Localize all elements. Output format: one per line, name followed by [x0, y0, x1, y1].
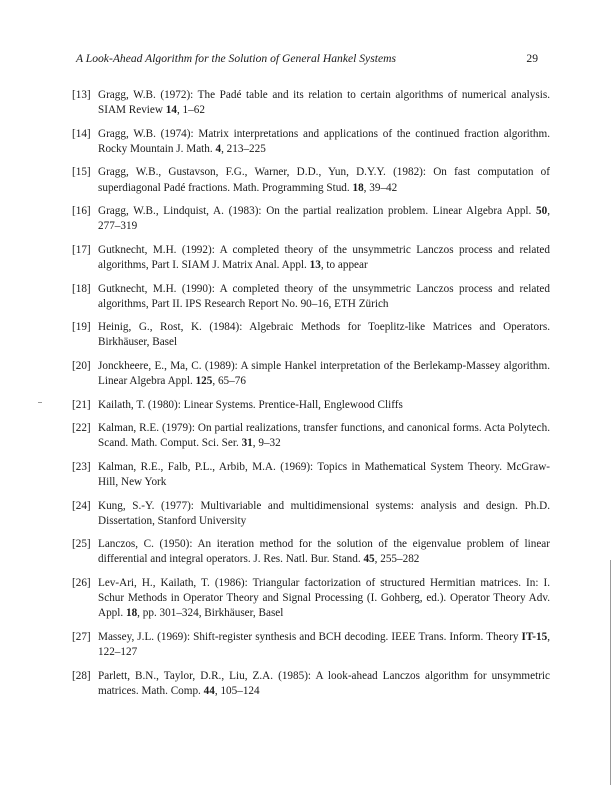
reference-number: [24] — [72, 499, 91, 512]
reference-number: [16] — [72, 205, 91, 218]
reference-pages: , 255–282 — [374, 553, 420, 566]
reference-text: Parlett, B.N., Taylor, D.R., Liu, Z.A. (1985): A look-ahead Lanczos algorithm for unsymmetric matrices. Math. Comp. — [98, 669, 550, 697]
reference-entry — [72, 359, 550, 389]
reference-text: Gutknecht, M.H. (1992): A completed theory of the unsymmetric Lanczos process and related algorithms, Part I. SIAM J. Matrix Anal. Appl. — [98, 243, 550, 272]
reference-list — [72, 88, 550, 707]
page-number: 29 — [526, 52, 538, 65]
reference-number: [17] — [72, 243, 91, 256]
reference-number: [19] — [72, 321, 91, 334]
reference-text: Lev-Ari, H., Kailath, T. (1986): Triangular factorization of structured Hermitian matrices. In: I. Schur Methods in Operator Theory and Signal Processing (I. Gohberg, ed.). Operator Theory Adv. Appl. — [98, 576, 550, 620]
reference-text: Kalman, R.E. (1979): On partial realizations, transfer functions, and canonical forms. Acta Polytech. Scand. Math. Comput. Sci. Ser. — [98, 422, 550, 450]
reference-text: Lanczos, C. (1950): An iteration method for the solution of the eigenvalue problem of linear differential and integral operators. J. Res. Natl. Bur. Stand. — [98, 538, 550, 566]
reference-entry — [72, 127, 550, 157]
reference-entry — [72, 669, 550, 699]
reference-entry — [72, 204, 550, 234]
reference-number: [15] — [72, 166, 91, 179]
reference-text: Gragg, W.B., Gustavson, F.G., Warner, D.D., Yun, D.Y.Y. (1982): On fast computation of superdiagonal Padé fractions. Math. Programming Stud. — [98, 166, 550, 194]
reference-entry — [72, 88, 550, 118]
reference-entry — [72, 576, 550, 622]
reference-text: Gutknecht, M.H. (1990): A completed theory of the unsymmetric Lanczos process and related algorithms, Part II. IPS Research Report No. 90–16, ETH Zürich — [98, 282, 550, 310]
reference-volume: 44 — [203, 684, 215, 697]
reference-volume: 45 — [363, 553, 375, 566]
reference-pages: , 1–62 — [176, 104, 205, 117]
reference-pages: , 9–32 — [252, 437, 281, 450]
reference-text: Heinig, G., Rost, K. (1984): Algebraic Methods for Toeplitz-like Matrices and Operators. Birkhäuser, Basel — [98, 321, 550, 349]
reference-volume: 31 — [241, 437, 253, 450]
reference-text: Kailath, T. (1980): Linear Systems. Prentice-Hall, Englewood Cliffs — [98, 398, 403, 411]
reference-number: [22] — [72, 422, 91, 435]
reference-entry — [72, 460, 550, 490]
reference-volume: 13 — [309, 259, 321, 272]
reference-volume: 125 — [195, 375, 213, 388]
reference-text: Gragg, W.B., Lindquist, A. (1983): On the partial realization problem. Linear Algebra Appl. — [98, 205, 537, 218]
reference-pages: , 105–124 — [214, 684, 260, 697]
reference-pages: , pp. 301–324, Birkhäuser, Basel — [137, 607, 284, 620]
reference-number: [27] — [72, 630, 91, 643]
reference-number: [18] — [72, 282, 91, 295]
reference-entry — [72, 165, 550, 195]
reference-pages: , 122–127 — [98, 630, 550, 659]
reference-volume: 14 — [165, 104, 177, 117]
reference-volume: 18 — [352, 181, 364, 194]
reference-entry — [72, 243, 550, 273]
reference-entry — [72, 398, 550, 413]
scan-speck — [38, 402, 42, 403]
reference-number: [21] — [72, 398, 91, 411]
reference-entry — [72, 320, 550, 350]
reference-text: Massey, J.L. (1969): Shift-register synthesis and BCH decoding. IEEE Trans. Inform. Theory — [98, 630, 522, 643]
reference-text: Kalman, R.E., Falb, P.L., Arbib, M.A. (1969): Topics in Mathematical System Theory. McGraw-Hill, New York — [98, 460, 550, 489]
reference-text: Gragg, W.B. (1972): The Padé table and its relation to certain algorithms of numerical analysis. SIAM Review — [98, 89, 550, 117]
reference-entry — [72, 537, 550, 567]
reference-pages: , 39–42 — [363, 181, 398, 194]
reference-volume: IT-15 — [521, 630, 548, 643]
reference-number: [20] — [72, 359, 91, 372]
reference-text: Jonckheere, E., Ma, C. (1989): A simple Hankel interpretation of the Berlekamp-Massey algorithm. Linear Algebra Appl. — [98, 359, 550, 388]
reference-number: [14] — [72, 127, 91, 140]
reference-text: Kung, S.-Y. (1977): Multivariable and multidimensional systems: analysis and design. Ph.D. Dissertation, Stanford University — [98, 499, 550, 527]
reference-number: [13] — [72, 89, 91, 101]
reference-entry — [72, 630, 550, 660]
reference-pages: , to appear — [320, 259, 368, 272]
reference-pages: , 213–225 — [221, 142, 266, 155]
running-head-title: A Look-Ahead Algorithm for the Solution of General Hankel Systems — [76, 52, 396, 65]
running-head — [62, 52, 550, 68]
reference-volume: 18 — [125, 607, 138, 620]
reference-number: [26] — [72, 576, 91, 589]
reference-number: [23] — [72, 460, 91, 473]
reference-pages: , 277–319 — [98, 205, 550, 233]
reference-pages: , 65–76 — [212, 375, 246, 388]
reference-volume: 4 — [215, 142, 222, 155]
reference-volume: 50 — [536, 205, 548, 218]
reference-text: Gragg, W.B. (1974): Matrix interpretations and applications of the continued fraction algorithm. Rocky Mountain J. Math. — [98, 127, 550, 155]
reference-number: [25] — [72, 538, 91, 551]
reference-entry — [72, 421, 550, 451]
reference-entry — [72, 282, 550, 312]
reference-entry — [72, 499, 550, 529]
reference-number: [28] — [72, 669, 91, 682]
scan-artifact-line — [610, 560, 611, 785]
